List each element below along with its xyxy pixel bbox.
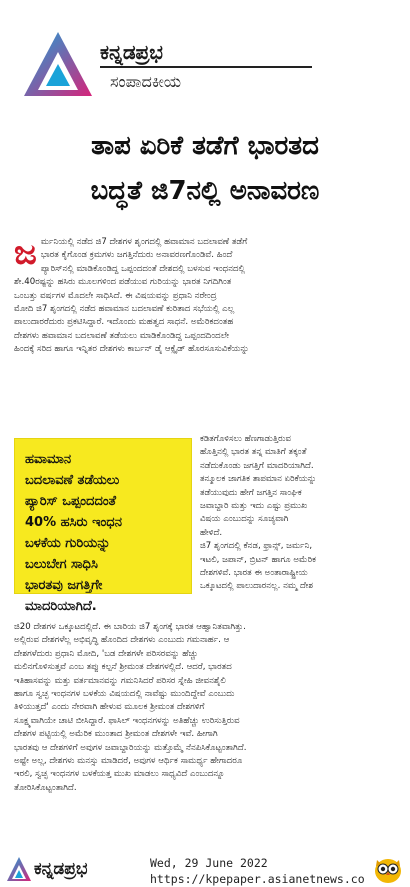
footer-logo-icon [6,856,32,882]
article-line: ಸೂಕ್ಷ್ಮವಾಗಿಯೇ ಚಾಟಿ ಬೀಸಿದ್ದಾರೆ. ಫಾಸಿಲ್ ಇಂಧನಗಳನ್ನು ಅತಿಹೆಚ್ಚು ಉರಿಸುತ್ತಿರುವ [14,715,240,726]
article-line: ದೇಶಗಳು ಹವಾಮಾನ ಬದಲಾವಣೆ ತಡೆಯಲು ಮಾಡಿಕೊಂಡಿದ್ದ ಒಪ್ಪಂದದಿಂದಲೇ [14,330,230,341]
section-name: ಸಂಪಾದಕೀಯ [110,72,182,91]
article-line: ಪಾಲುದಾರರೆದುರು ಪ್ರಕಟಿಸಿದ್ದಾರೆ. ಇದೊಂದು ಮಹತ್ವದ ಸಾಧನೆ. ಅಮೆರಿಕದಂತಹ [14,317,234,328]
headline-line-2: ಬದ್ಧತೆ ಜಿ7ನಲ್ಲಿ ಅನಾವರಣ [90,176,320,206]
article-line: ಅಷ್ಟೇ ಅಲ್ಲ, ದೇಶಗಳು ಮನಸ್ಸು ಮಾಡಿದರೆ, ಅವುಗಳ ಆರ್ಥಿಕ ಸಾಮರ್ಥ್ಯ ಹೇಗಾದರೂ [14,756,243,767]
pull-quote-line: ಹವಾಮಾನ [25,452,72,467]
article-line: ಕಡಿತಗೊಳಿಸಲು ಹೆಣಗಾಡುತ್ತಿರುವ [200,434,291,444]
article-lower [14,621,396,795]
article-line: ತಡೆಯುವುದು ಹೇಗೆ ಜಗತ್ತಿನ ಸಾಂಘಿಕ [200,487,302,498]
article-line: ವಿಷಯ ಎಂಬುದನ್ನು ಸೂಚ್ಯವಾಗಿ [200,514,289,525]
masthead [0,0,410,112]
article-line: ಇತಿಹಾಸವನ್ನು ಮತ್ತು ವರ್ತಮಾನವನ್ನು ಗಮನಿಸಿದರೆ ಪರಿಸರ ಸ್ನೇಹಿ ಜೀವನಶೈಲಿ [14,675,226,686]
article-line: ಒಕ್ಕೂಟದಲ್ಲಿ ಪಾಲುದಾರನಲ್ಲ. ನಮ್ಮ ದೇಶ [200,581,314,592]
headline [14,124,396,214]
article-line: ಭಾರತವು ಆ ದೇಶಗಳಿಗೆ ಅವುಗಳ ಜವಾಬ್ದಾರಿಯನ್ನು ಮತ್ತೊಮ್ಮೆ ನೆನಪಿಸಿಕೊಟ್ಟಂತಾಗಿದೆ. [14,742,247,753]
pull-quote-line: ಬದಲಾವಣೆ ತಡೆಯಲು [25,473,120,488]
article-line: ಪ್ಯಾರಿಸ್‌ನಲ್ಲಿ ಮಾಡಿಕೊಂಡಿದ್ದ ಒಪ್ಪಂದದಂತೆ ದೇಶದಲ್ಲಿ ಬಳಸುವ ಇಂಧನದಲ್ಲಿ [40,263,246,274]
article-intro [14,233,396,357]
article-line: ಇಟಲಿ, ಜಪಾನ್, ಬ್ರಿಟನ್ ಹಾಗೂ ಅಮೆರಿಕ [200,554,316,565]
article-line: ತನ್ಮೂಲಕ ಜಾಗತಿಕ ತಾಪಮಾನ ಏರಿಕೆಯನ್ನು [200,474,317,485]
drop-cap: ಜ [14,233,37,273]
article-line: ನಡೆದುಕೊಂಡು ಜಗತ್ತಿಗೆ ಮಾದರಿಯಾಗಿದೆ. [200,460,314,471]
article-line: ಹಿಂದಕ್ಕೆ ಸರಿದ ಹಾಗೂ ಇನ್ನಿತರ ದೇಶಗಳು ಕಾರ್ಬನ್ ಡೈ ಆಕ್ಸೈಡ್ ಹೊರಸೂಸುವಿಕೆಯನ್ನು [14,344,250,355]
footer-brand: ಕನ್ನಡಪ್ರಭ [34,859,88,879]
pull-quote-line: ಭಾರತವು ಜಗತ್ತಿಗೇ [25,578,103,593]
pull-quote-line: ಮಾದರಿಯಾಗಿದೆ. [25,599,97,614]
article-line: ಹಾಗೂ ಸ್ವಚ್ಛ ಇಂಧನಗಳ ಬಳಕೆಯ ವಿಷಯದಲ್ಲಿ ನಾವೆಷ್ಟು ಮುಂದಿದ್ದೇವೆ ಎಂಬುದು [14,689,235,700]
article-line: ಹೇಳಿದೆ. [200,527,223,538]
brand-name: ಕನ್ನಡಪ್ರಭ [100,40,163,64]
pull-quote-line: ಬಲುಬೇಗ ಸಾಧಿಸಿ [25,557,98,572]
article-line: ರ್ಮನಿಯಲ್ಲಿ ನಡೆದ ಜಿ7 ದೇಶಗಳ ಶೃಂಗದಲ್ಲಿ ಹವಾಮಾನ ಬದಲಾವಣೆ ತಡೆಗೆ [40,237,248,247]
article-line: ತಿಳಿಯುತ್ತದೆ' ಎಂದು ನೇರವಾಗಿ ಹೇಳುವ ಮೂಲಕ ಶ್ರೀಮಂತ ದೇಶಗಳಿಗೆ [14,702,205,713]
article-line: ಒಂಬತ್ತು ವರ್ಷಗಳ ಮೊದಲೇ ಸಾಧಿಸಿದೆ. ಈ ವಿಷಯವನ್ನು ಪ್ರಧಾನಿ ನರೇಂದ್ರ [14,290,217,301]
article-right-column [200,433,396,594]
article-line: ಶೇ.40ರಷ್ಟನ್ನು ಹಸಿರು ಮೂಲಗಳಿಂದ ಪಡೆಯುವ ಗುರಿಯನ್ನು ಭಾರತ ನಿಗದಿಗಿಂತ [14,277,232,288]
edition-date: Wed, 29 June 2022 [150,856,268,870]
pull-quote-line: ಬಳಕೆಯ ಗುರಿಯನ್ನು [25,536,111,551]
article-line: ಮೋದಿ ಜಿ7 ಶೃಂಗದಲ್ಲಿ ನಡೆದ ಹವಾಮಾನ ಬದಲಾವಣೆ ಕುರಿತಾದ ಸಭೆಯಲ್ಲಿ ಎಲ್ಲ [14,304,235,315]
source-url[interactable]: https://kpepaper.asianetnews.co [150,872,365,886]
article-line: ದೇಶಗಳಿವೆ. ಭಾರತ ಈ ಅಂತಾರಾಷ್ಟ್ರೀಯ [200,568,308,579]
footer [0,848,410,887]
article-line: ಇರಲಿ, ಸ್ವಚ್ಛ ಇಂಧನಗಳ ಬಳಕೆಯತ್ತ ಮುಖ ಮಾಡಲು ಸಾಧ್ಯವಿದೆ ಎಂಬುದನ್ನೂ [14,769,225,780]
article-line: ಹೊತ್ತಿನಲ್ಲಿ ಭಾರತ ತನ್ನ ಮಾತಿಗೆ ತಕ್ಕಂತೆ [200,447,307,458]
article-line: ಅಲ್ಲಿರುವ ದೇಶಗಳೆಲ್ಲ ಅಭಿವೃದ್ಧಿ ಹೊಂದಿದ ದೇಶಗಳು ಎಂಬುದು ಗಮನಾರ್ಹ. ಆ [14,635,230,646]
article-line: ಮಲಿನಗೊಳಿಸುತ್ತವೆ ಎಂಬ ತಪ್ಪು ಕಲ್ಪನೆ ಶ್ರೀಮಂತ ದೇಶಗಳಲ್ಲಿದೆ. ಆದರೆ, ಭಾರತದ [14,662,232,673]
kannadaprabha-logo-icon [22,28,94,100]
owl-mascot-icon [372,854,404,884]
article-line: ಭಾರತ ಕೈಗೊಂಡ ಕ್ರಮಗಳು ಜಗತ್ತಿನೆದುರು ಅನಾವರಣಗೊಂಡಿವೆ. ಹಿಂದೆ [40,250,233,261]
article-line: ದೇಶಗಳ ಪಟ್ಟಿಯಲ್ಲಿ ಅಮೆರಿಕ ಮುಂತಾದ ಶ್ರೀಮಂತ ದೇಶಗಳೇ ಇವೆ. ಹೀಗಾಗಿ [14,729,218,740]
article-line: ತೋರಿಸಿಕೊಟ್ಟಂತಾಗಿದೆ. [14,782,77,793]
article-line: ಜಿ20 ದೇಶಗಳ ಒಕ್ಕೂಟದಲ್ಲಿದೆ. ಈ ಬಾರಿಯ ಜಿ7 ಶೃಂಗಕ್ಕೆ ಭಾರತ ಆಹ್ವಾನಿತವಾಗಿತ್ತು. [14,622,246,632]
headline-line-1: ತಾಪ ಏರಿಕೆ ತಡೆಗೆ ಭಾರತದ [91,131,319,161]
article-line: ದೇಶಗಳೆದುರು ಪ್ರಧಾನಿ ಮೋದಿ, 'ಬಡ ದೇಶಗಳೇ ಪರಿಸರವನ್ನು ಹೆಚ್ಚು [14,648,199,659]
pull-quote-line: 40% ಹಸಿರು ಇಂಧನ [25,515,122,530]
pull-quote-line: ಪ್ಯಾರಿಸ್ ಒಪ್ಪಂದದಂತೆ [25,494,117,509]
article-line: ಜವಾಬ್ದಾರಿ ಮತ್ತು ಇದು ಎಷ್ಟು ಪ್ರಮುಖ [200,501,308,512]
article-line: ಜಿ7 ಶೃಂಗದಲ್ಲಿ ಕೆನಡ, ಫ್ರಾನ್ಸ್, ಜರ್ಮನಿ, [200,541,313,552]
pull-quote [14,438,192,614]
brand-divider [100,66,312,68]
